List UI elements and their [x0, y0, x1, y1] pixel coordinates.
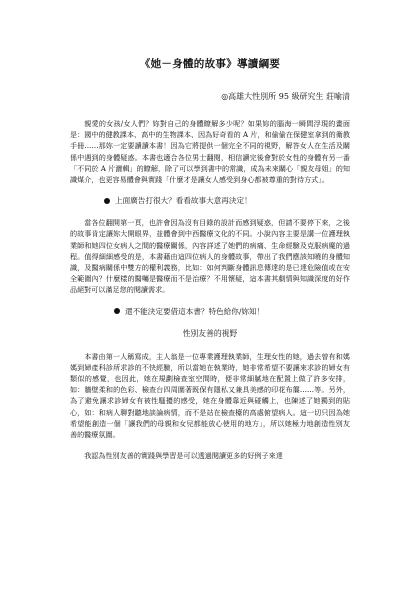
section-heading-summary [104, 195, 350, 206]
feature-paragraph: 本書由第一人稱寫成，主人翁是一位專業護理執業師，生理女性的她，過去曾有和媽媽到婦產科診所求診的不快經驗，所以當她在執業時，她非常希望不要讓來求診的婦女有類似的感覺，也因此，她在規劃檢查室空間時，便非常細膩地在配置上做了許多安排，如：牆壁柔和的色彩、檢查台四周圍著既保有隱私又兼具美感的印花布簾……等。另外，為了避免讓求診婦女有被性騷擾的感受，她在身體靠近與碰觸上，也陳述了她獨到的貼心，如：和病人聊對聽地談論病情，而不是站在檢查檯的高處俯望病人。這一切只因為她希望能創造一個「讓我們的母親和女兒都能放心使用的地方」，所以她極力地創造性別友善的醫療氛圍。 [70, 351, 350, 440]
section-heading-features [114, 306, 350, 317]
bullet-dot-icon [114, 308, 120, 314]
author-line: ◎高雄大性別所 95 級研究生 莊喻清 [221, 92, 350, 101]
intro-paragraph: 親愛的女孩/女人們？妳對自己的身體瞭解多少呢？如果妳的腦海一瞬間浮現的畫面是：國中的健教課本、高中的生物課本、因為好奇看的 A 片，和偷偷在保健室拿到的衛教手冊……那妳一定要讀讀本書！因為它將提供一個完全不同的視野，解答女人在生活及關係中遇到的身體疑惑。本書也適合各位男士翻閱，相信讀完後會對於女性的身體有另一番「不同於 A 片灑輯」的瞭解，除了可以學到書中的常識，成為未來關心「親友母姐」的知識煤介，也更容易體會與實踐「什麼才是讓女人感受到身心都被尊重的對待方式」。 [70, 119, 350, 185]
closing-paragraph: 我認為性別友善的實踐與學習是可以透過閱讀更多的好例子來達 [84, 451, 283, 461]
section-heading-summary-text: 上面廣告打很大？看看故事大意再決定！ [115, 196, 252, 206]
summary-paragraph: 當各位翻開第一頁，也許會因為沒有目錄的設計而感到疑惑，但請不要停下來，之後的故事肯定讓妳大開眼界，並體會到中西醫療文化的不同。小說內容主要是講一位護理執業師和她四位女病人之間的醫療關係，內容詳述了她們的病痛、生命經驗及克服病魔的過程。值得細細感受的是，本書藉由這四位病人的身體故事，帶出了我們應該知曉的身體知識，及醫病關係中雙方的權利義務，比如：如何判斷身體訊息傳達的是已達危險值或在安全範圍內？什麼樣的醫囑是醫療而不是治療？不用懷疑，這本書其劇情與知識深度的好作品絕對可以滿足您的閱讀需求。 [70, 218, 350, 295]
subheading-gender-friendly: 性別友善的視野 [182, 328, 238, 338]
bullet-dot-icon [104, 198, 110, 204]
document-title: 《她－身體的故事》導讀綱要 [139, 58, 281, 70]
section-heading-features-text: 還不能決定要借這本書？特色給你/妳知！ [125, 306, 265, 316]
